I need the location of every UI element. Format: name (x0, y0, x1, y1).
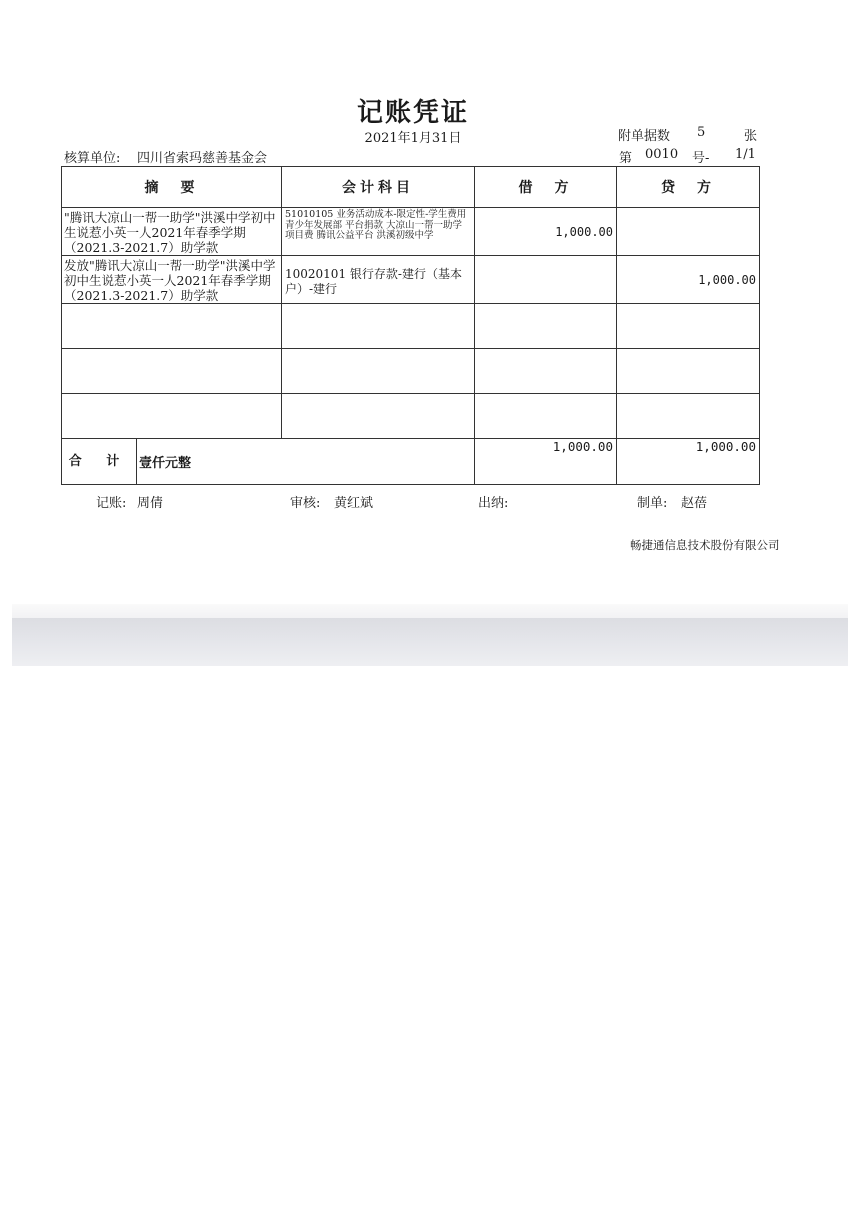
table-row-empty (62, 394, 760, 439)
column-header-credit: 贷 方 (617, 167, 760, 208)
reviewer-name: 黄红斌 (334, 496, 374, 511)
row-account: 10020101 银行存款-建行（基本户）-建行 (285, 267, 462, 296)
voucher-number: 0010 (645, 147, 679, 162)
unit-label: 核算单位: (64, 151, 121, 166)
table-header-row (62, 167, 760, 208)
cashier-label: 出纳: (478, 496, 509, 511)
voucher-page: 1/1 (735, 147, 756, 162)
total-row (62, 439, 760, 485)
table-row (62, 256, 760, 304)
bookkeeper-name: 周倩 (137, 496, 164, 511)
column-header-summary: 摘 要 (62, 167, 282, 208)
table-row-empty (62, 304, 760, 349)
attachments-label: 附单据数 (618, 129, 671, 144)
column-header-account: 会计科目 (282, 167, 475, 208)
row-summary: "腾讯大凉山一帮一助学"洪溪中学初中生说惹小英一人2021年春季学期（2021.3-2021.7）助学款 (64, 210, 276, 255)
scan-shadow-band (12, 618, 848, 666)
total-debit: 1,000.00 (552, 439, 613, 454)
software-company: 畅捷通信息技术股份有限公司 (630, 538, 780, 552)
table-row (62, 208, 760, 256)
maker-name: 赵蓓 (681, 496, 708, 511)
maker-label: 制单: (637, 496, 668, 511)
unit-value: 四川省索玛慈善基金会 (137, 151, 268, 166)
voucher-title: 记账凭证 (356, 98, 469, 128)
row-account: 51010105 业务活动成本-限定性-学生费用 青少年发展部 平台捐款 大凉山一帮一助学 项目费 腾讯公益平台 洪溪初级中学 (285, 209, 467, 241)
voucher-number-suffix: 号- (692, 151, 710, 166)
voucher-date: 2021年1月31日 (364, 131, 462, 146)
total-amount-in-words: 壹仟元整 (139, 456, 192, 471)
voucher-table (61, 166, 760, 485)
total-label: 合 计 (62, 439, 137, 484)
column-header-debit: 借 方 (475, 167, 617, 208)
reviewer-label: 审核: (290, 496, 321, 511)
row-debit: 1,000.00 (555, 225, 613, 239)
voucher-number-prefix: 第 (619, 151, 633, 166)
attachments-unit: 张 (744, 129, 758, 144)
scan-edge (12, 604, 848, 618)
attachments-count: 5 (697, 125, 706, 140)
bookkeeper-label: 记账: (96, 496, 127, 511)
table-row-empty (62, 349, 760, 394)
total-credit: 1,000.00 (695, 439, 756, 454)
row-summary: 发放"腾讯大凉山一帮一助学"洪溪中学初中生说惹小英一人2021年春季学期（2021.3-2021.7）助学款 (64, 258, 276, 303)
row-credit: 1,000.00 (698, 273, 756, 287)
